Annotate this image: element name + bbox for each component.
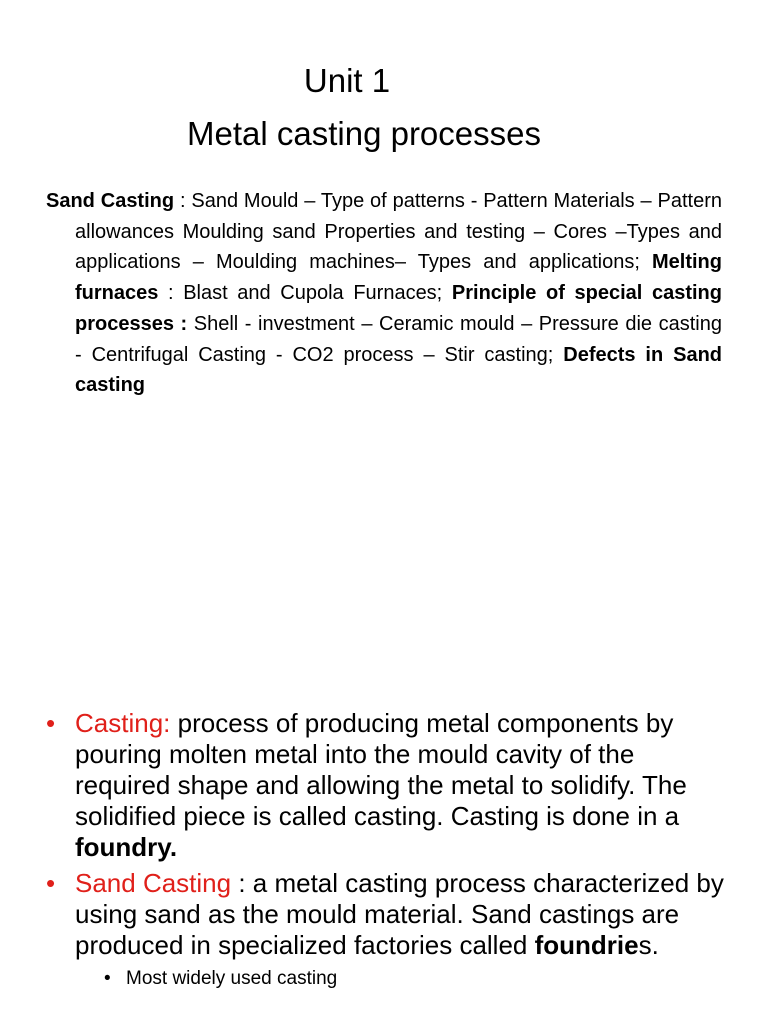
sub-bullet-item <box>104 967 736 991</box>
bullet-list <box>46 708 736 991</box>
syllabus-paragraph <box>46 186 722 401</box>
bullet-dot-icon: • <box>46 708 56 738</box>
bold-term-foundries: foundrie <box>534 930 639 960</box>
term-sand-casting: Sand Casting <box>75 868 232 898</box>
definition-text: : a metal casting process characterized by using sand as the mould material. Sand castings are produced in specialized factories called <box>75 868 724 960</box>
syllabus-text: : Blast and Cupola Furnaces; <box>158 282 452 305</box>
definition-text: process of producing metal components by pouring molten metal into the mould cavity of the required shape and allowing the metal to solidify. The solidified piece is called casting. Casting is done in a <box>75 708 687 831</box>
sub-bullet-list <box>75 967 736 991</box>
bullet-dot-icon: • <box>46 868 56 898</box>
bullet-item-casting <box>46 708 736 863</box>
syllabus-heading-sand-casting: Sand Casting <box>46 190 175 212</box>
syllabus-heading-special-casting: Principle of special casting processes : <box>75 282 722 335</box>
slide-title: Metal casting processes <box>187 115 541 152</box>
definition-tail: s. <box>638 930 659 960</box>
bullet-item-sand-casting <box>46 868 736 991</box>
syllabus-heading-defects: Defects in Sand casting <box>75 343 722 397</box>
unit-title: Unit 1 <box>303 62 391 99</box>
sub-bullet-dot-icon: • <box>104 968 111 989</box>
syllabus-text: Shell - investment – Ceramic mould – Pressure die casting - Centrifugal Casting - CO2 process – Stir casting; <box>75 312 722 366</box>
syllabus-heading-melting-furnaces: Melting furnaces <box>75 251 722 305</box>
term-casting: Casting: <box>75 708 171 738</box>
sub-bullet-text: Most widely used casting <box>126 968 338 989</box>
syllabus-text: : Sand Mould – Type of patterns - Pattern Materials – Pattern allowances Moulding sand Properties and testing – Cores –Types and applications – Moulding machines– Types and applications; <box>75 190 722 274</box>
bold-term-foundry: foundry. <box>75 832 178 862</box>
